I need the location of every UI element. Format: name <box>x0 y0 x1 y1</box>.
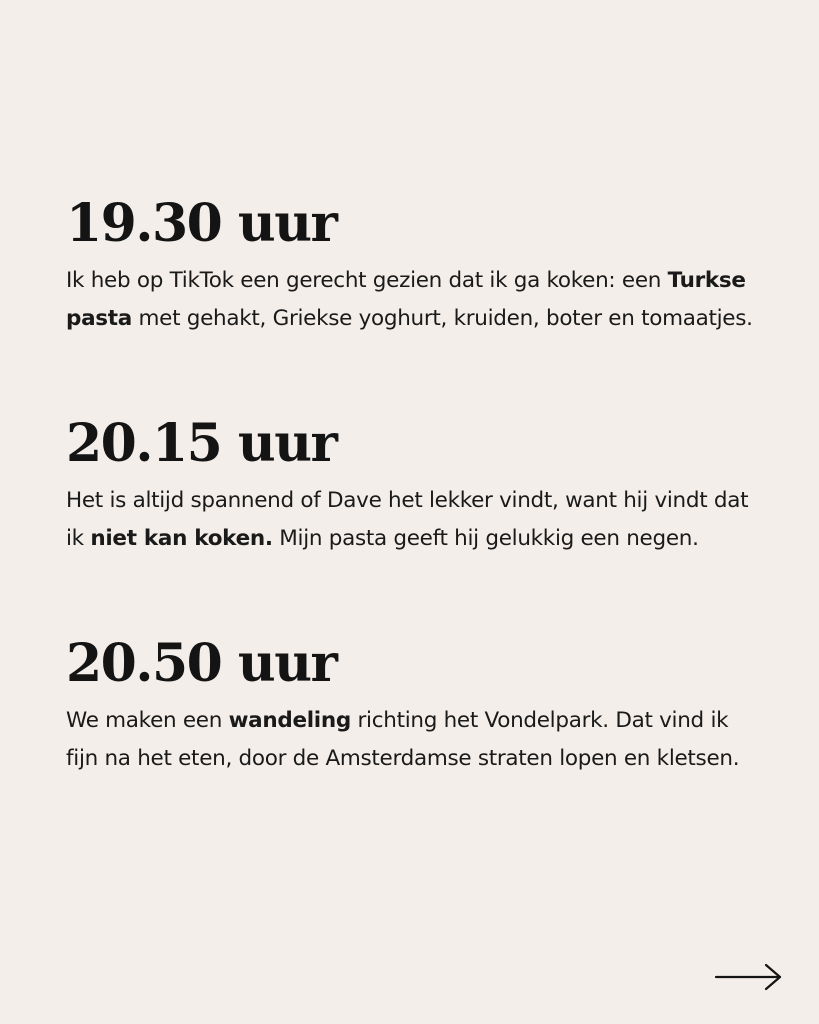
timeline-entry-2050 <box>66 628 766 778</box>
entry-text-segment: Mijn pasta geeft hij gelukkig een negen. <box>272 526 699 551</box>
entry-text-highlight: wandeling <box>228 708 351 733</box>
entry-text-segment: We maken een <box>66 708 229 733</box>
next-slide-button[interactable] <box>712 960 784 994</box>
entry-text-2015 <box>66 482 766 558</box>
time-heading-2050: 20.50 uur <box>66 633 337 694</box>
entry-text-highlight: Turkse pasta <box>66 268 746 331</box>
entry-text-segment: richting het Vondelpark. Dat vind ik fijn na het eten, door de Amsterdamse straten lopen en kletsen. <box>66 708 740 771</box>
time-heading-2015: 20.15 uur <box>66 413 337 474</box>
entry-text-segment: Ik heb op TikTok een gerecht gezien dat ik ga koken: een <box>66 268 668 293</box>
time-heading-1930: 19.30 uur <box>66 193 337 254</box>
entry-text-segment: met gehakt, Griekse yoghurt, kruiden, boter en tomaatjes. <box>131 306 753 331</box>
timeline-entry-2015 <box>66 408 766 558</box>
timeline-entry-1930 <box>66 188 766 338</box>
entry-text-highlight: niet kan koken. <box>90 526 273 551</box>
entry-text-2050 <box>66 702 766 778</box>
entry-text-1930 <box>66 262 766 338</box>
arrow-right-icon <box>712 960 784 994</box>
entry-text-segment: Het is altijd spannend of Dave het lekker vindt, want hij vindt dat ik <box>66 488 749 551</box>
